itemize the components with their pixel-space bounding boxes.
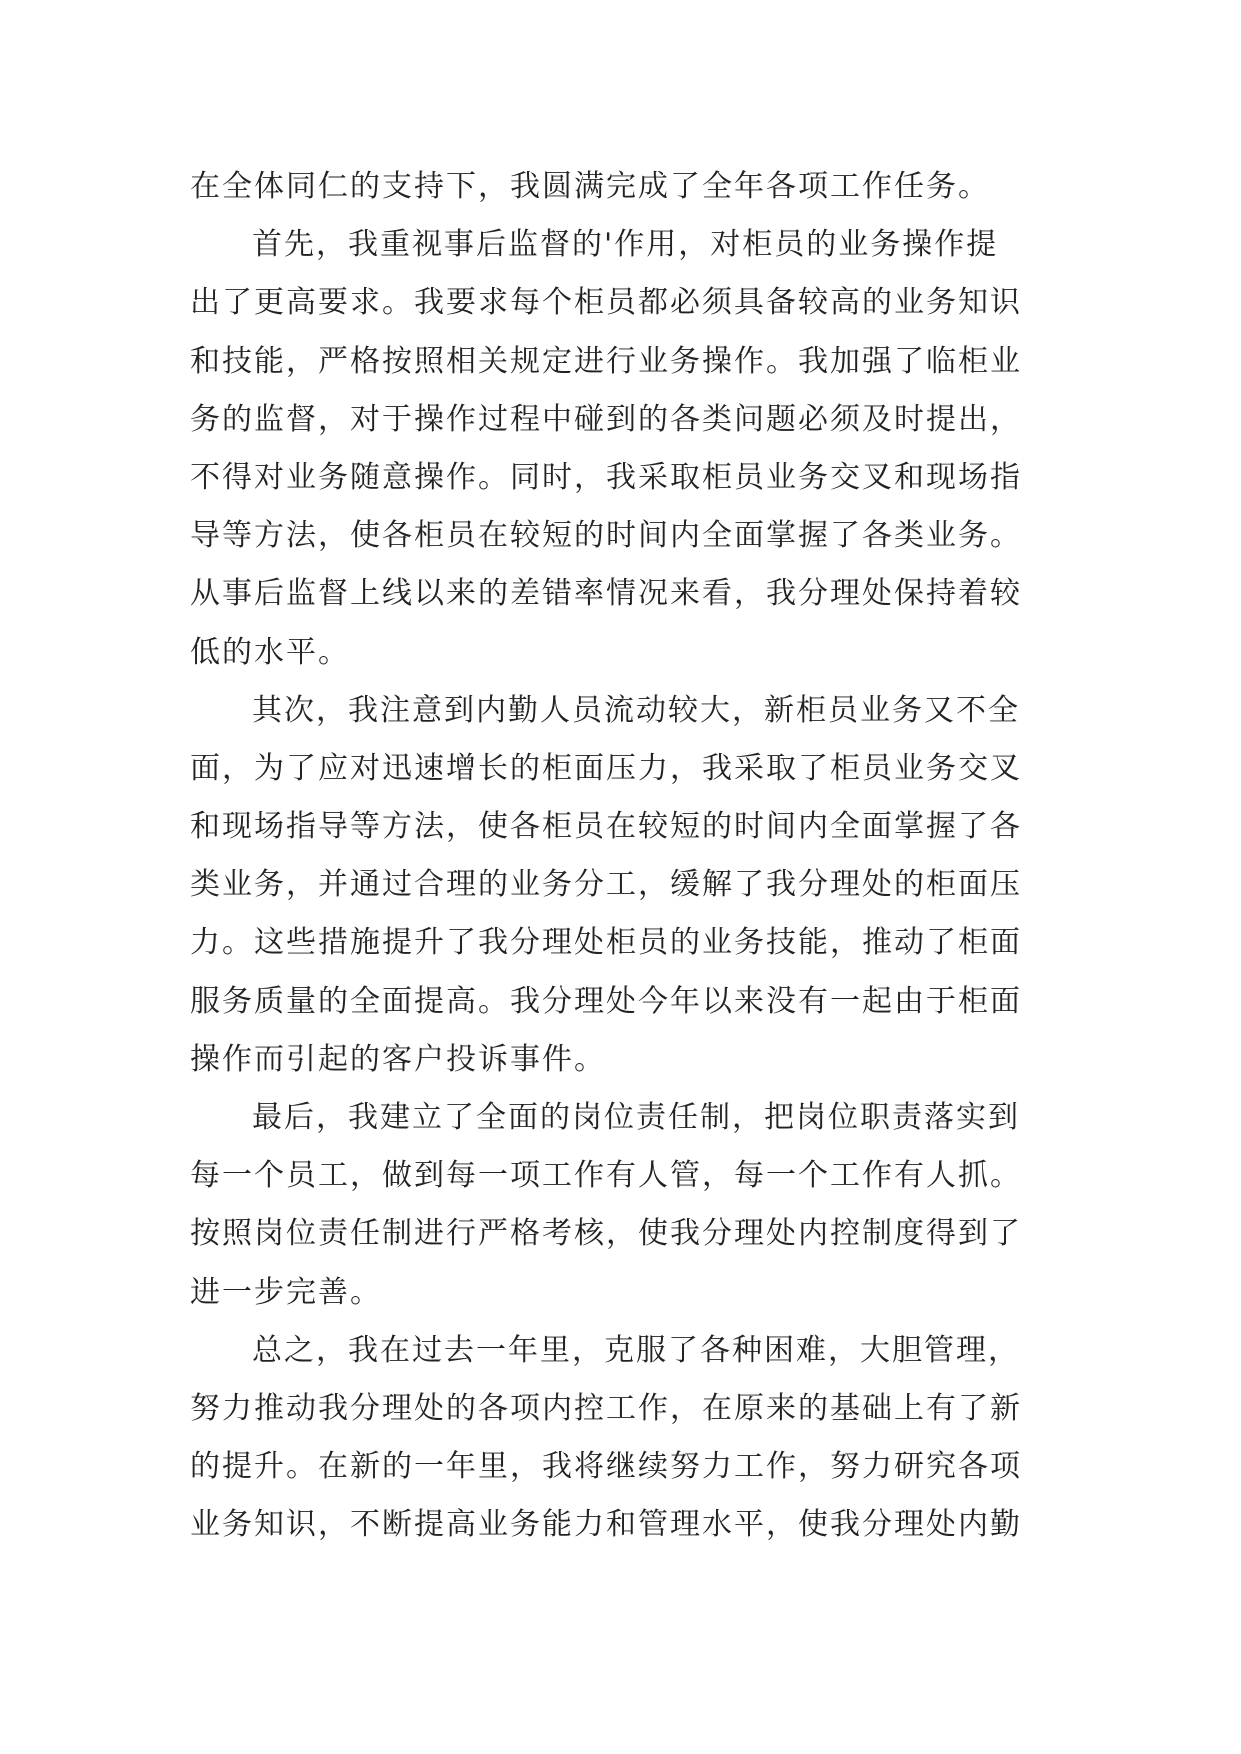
text-line: 在全体同仁的支持下，我圆满完成了全年各项工作任务。 (190, 169, 990, 204)
text-line: 服务质量的全面提高。我分理处今年以来没有一起由于柜面 (190, 983, 1022, 1019)
text-line: 的提升。在新的一年里，我将继续努力工作，努力研究各项 (190, 1449, 1022, 1485)
text-line: 进一步完善。 (190, 1274, 382, 1310)
paragraph-first-line: 首先，我重视事后监督的'作用，对柜员的业务操作提 (252, 227, 999, 263)
paragraph-first-line: 总之，我在过去一年里，克服了各种困难，大胆管理， (252, 1332, 1020, 1368)
text-line: 按照岗位责任制进行严格考核，使我分理处内控制度得到了 (190, 1216, 1022, 1252)
text-line: 导等方法，使各柜员在较短的时间内全面掌握了各类业务。 (190, 518, 1022, 554)
text-line: 低的水平。 (190, 634, 350, 670)
paragraph-first-line: 最后，我建立了全面的岗位责任制，把岗位职责落实到 (252, 1100, 1020, 1135)
text-line: 业务知识，不断提高业务能力和管理水平，使我分理处内勤 (190, 1507, 1022, 1543)
text-line: 不得对业务随意操作。同时，我采取柜员业务交叉和现场指 (190, 459, 1022, 495)
text-line: 力。这些措施提升了我分理处柜员的业务技能，推动了柜面 (190, 925, 1022, 961)
text-line: 和现场指导等方法，使各柜员在较短的时间内全面掌握了各 (190, 809, 1022, 845)
text-line: 努力推动我分理处的各项内控工作，在原来的基础上有了新 (190, 1390, 1022, 1426)
text-line: 类业务，并通过合理的业务分工，缓解了我分理处的柜面压 (190, 867, 1022, 903)
text-line: 务的监督，对于操作过程中碰到的各类问题必须及时提出， (190, 401, 1022, 437)
text-line: 和技能，严格按照相关规定进行业务操作。我加强了临柜业 (190, 343, 1022, 379)
document-body (190, 158, 1060, 1555)
text-line: 出了更高要求。我要求每个柜员都必须具备较高的业务知识 (190, 285, 1022, 321)
text-line: 每一个员工，做到每一项工作有人管，每一个工作有人抓。 (190, 1158, 1022, 1194)
paragraph-first-line: 其次，我注意到内勤人员流动较大，新柜员业务又不全 (252, 692, 1020, 728)
text-line: 从事后监督上线以来的差错率情况来看，我分理处保持着较 (190, 576, 1022, 612)
text-line: 操作而引起的客户投诉事件。 (190, 1041, 606, 1077)
text-line: 面，为了应对迅速增长的柜面压力，我采取了柜员业务交叉 (190, 750, 1022, 786)
